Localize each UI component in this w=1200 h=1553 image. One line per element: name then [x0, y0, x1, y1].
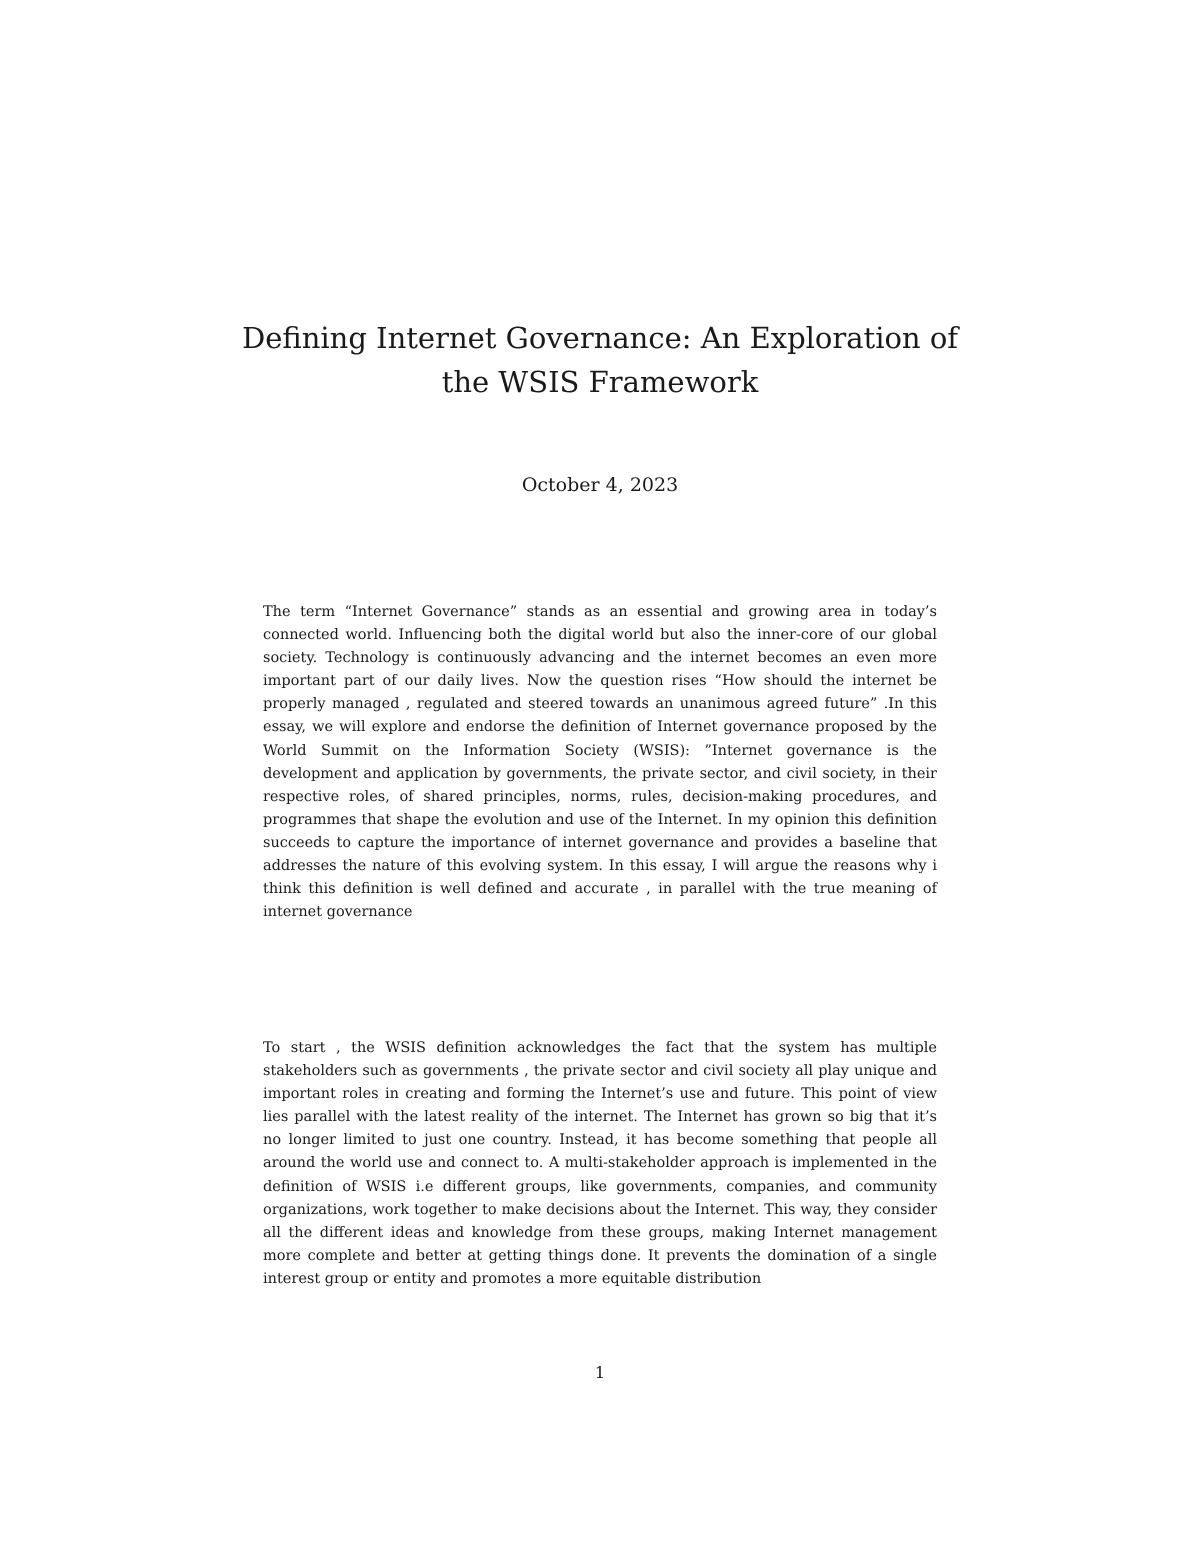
document-title-line-1: Defining Internet Governance: An Exploration of	[241, 321, 959, 355]
paragraph-introduction: The term “Internet Governance” stands as an essential and growing area in today’s connected world. Influencing both the digital world but also the inner-core of our global society. Technology is continuously advancing and the internet becomes an even more important part of our daily lives. Now the question rises “How should the internet be properly managed , regulated and steered towards an unanimous agreed future” .In this essay, we will explore and endorse the definition of Internet governance proposed by the World Summit on the Information Society (WSIS): ”Internet governance is the development and application by governments, the private sector, and civil society, in their respective roles, of shared principles, norms, rules, decision-making procedures, and programmes that shape the evolution and use of the Internet. In my opinion this definition succeeds to capture the importance of internet governance and provides a baseline that addresses the nature of this evolving system. In this essay, I will argue the reasons why i think this definition is well defined and accurate , in parallel with the true meaning of internet governance	[263, 604, 937, 921]
document-title	[200, 316, 1000, 404]
paragraph-multi-stakeholder: To start , the WSIS definition acknowledges the fact that the system has multiple stakeholders such as governments , the private sector and civil society all play unique and important roles in creating and forming the Internet’s use and future. This point of view lies parallel with the latest reality of the internet. The Internet has grown so big that it’s no longer limited to just one country. Instead, it has become something that people all around the world use and connect to. A multi-stakeholder approach is implemented in the definition of WSIS i.e different groups, like governments, companies, and community organizations, work together to make decisions about the Internet. This way, they consider all the different ideas and knowledge from these groups, making Internet management more complete and better at getting things done. It prevents the domination of a single interest group or entity and promotes a more equitable distribution	[263, 1040, 937, 1287]
document-title-line-2: the WSIS Framework	[441, 365, 759, 399]
page-number: 1	[594, 1363, 606, 1382]
document-date: October 4, 2023	[521, 474, 679, 496]
